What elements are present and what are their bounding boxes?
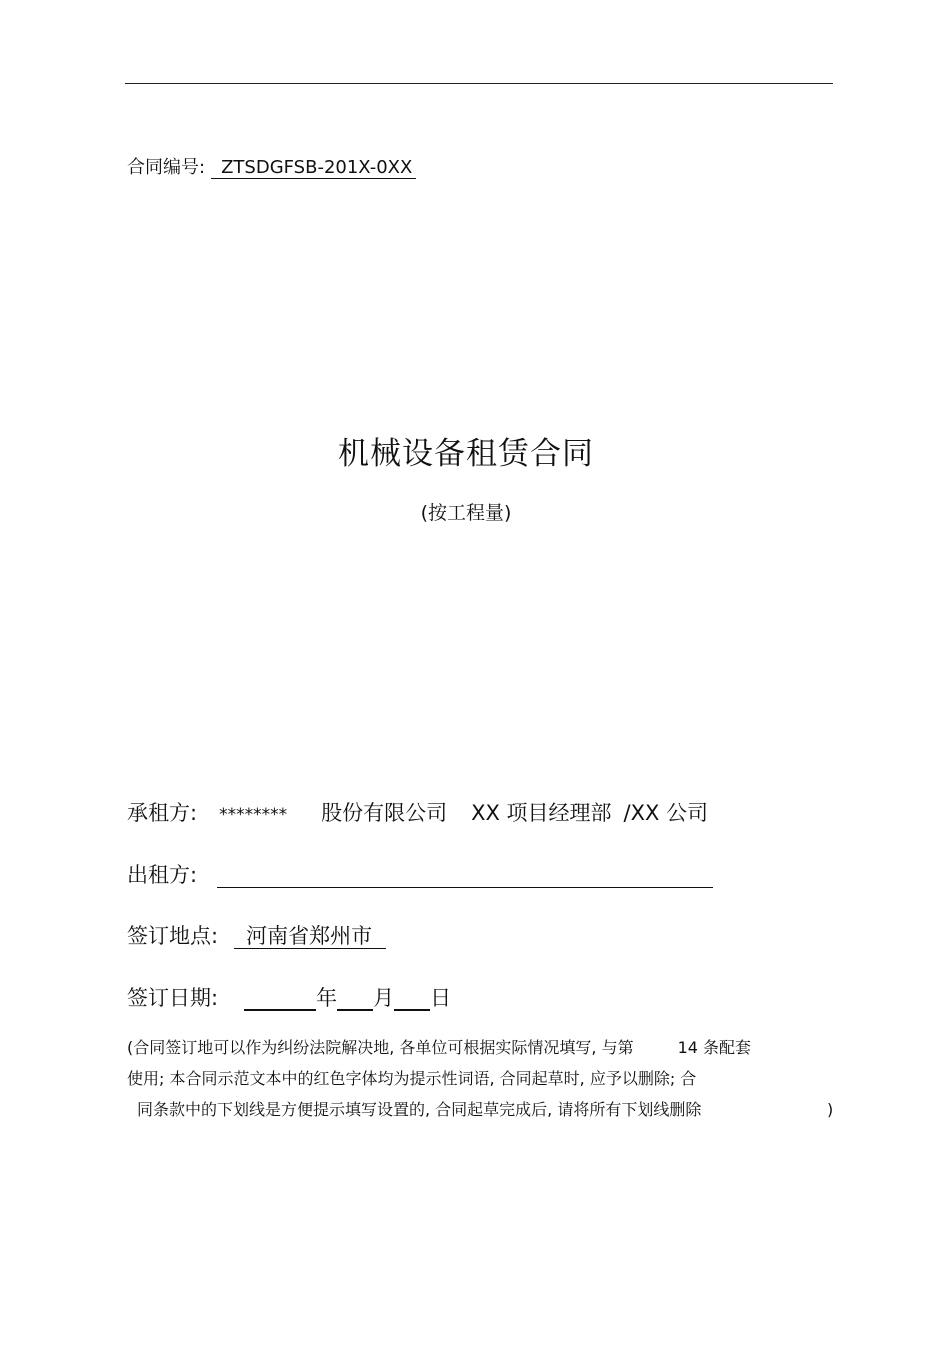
lessee-field — [127, 800, 708, 828]
lessee-company2: /XX 公司 — [623, 801, 709, 825]
contract-number-label: 合同编号: — [127, 157, 206, 178]
lessee-company: 股份有限公司 — [321, 801, 448, 825]
lessor-blank-line — [217, 865, 713, 888]
signing-place-label: 签订地点: — [127, 924, 219, 948]
day-label: 日 — [430, 986, 452, 1010]
signing-date-label: 签订日期: — [127, 986, 219, 1010]
lessee-stars: ******** — [219, 805, 288, 825]
document-subtitle: (按工程量) — [420, 502, 512, 524]
note-line-1 — [127, 1038, 751, 1058]
signing-place-value: 河南省郑州市 — [234, 924, 386, 949]
note-line-1-ref: 14 条配套 — [677, 1038, 752, 1057]
day-blank — [394, 987, 430, 1011]
signing-place-field — [127, 923, 386, 949]
month-label: 月 — [373, 986, 395, 1010]
year-blank — [244, 987, 316, 1011]
note-line-3 — [137, 1100, 834, 1120]
header-rule — [125, 83, 833, 84]
document-title: 机械设备租赁合同 — [338, 436, 594, 472]
lessee-label: 承租方: — [127, 801, 198, 825]
note-line-2: 使用; 本合同示范文本中的红色字体均为提示性词语, 合同起草时, 应予以删除; 合 — [127, 1069, 697, 1088]
year-label: 年 — [316, 986, 338, 1010]
lessor-label: 出租方: — [127, 863, 198, 887]
note-line-1-text: (合同签订地可以作为纠纷法院解决地, 各单位可根据实际情况填写, 与第 — [127, 1038, 634, 1057]
contract-number — [127, 153, 416, 179]
signing-date-field — [127, 985, 451, 1011]
lessor-field — [127, 862, 713, 888]
contract-number-value: ZTSDGFSB-201X-0XX — [211, 158, 416, 179]
lessee-project-dept: XX 项目经理部 — [471, 801, 612, 825]
month-blank — [337, 987, 373, 1011]
note-line-3-text: 同条款中的下划线是方便提示填写设置的, 合同起草完成后, 请将所有下划线删除 — [137, 1100, 702, 1119]
note-close-paren: ) — [827, 1100, 834, 1119]
